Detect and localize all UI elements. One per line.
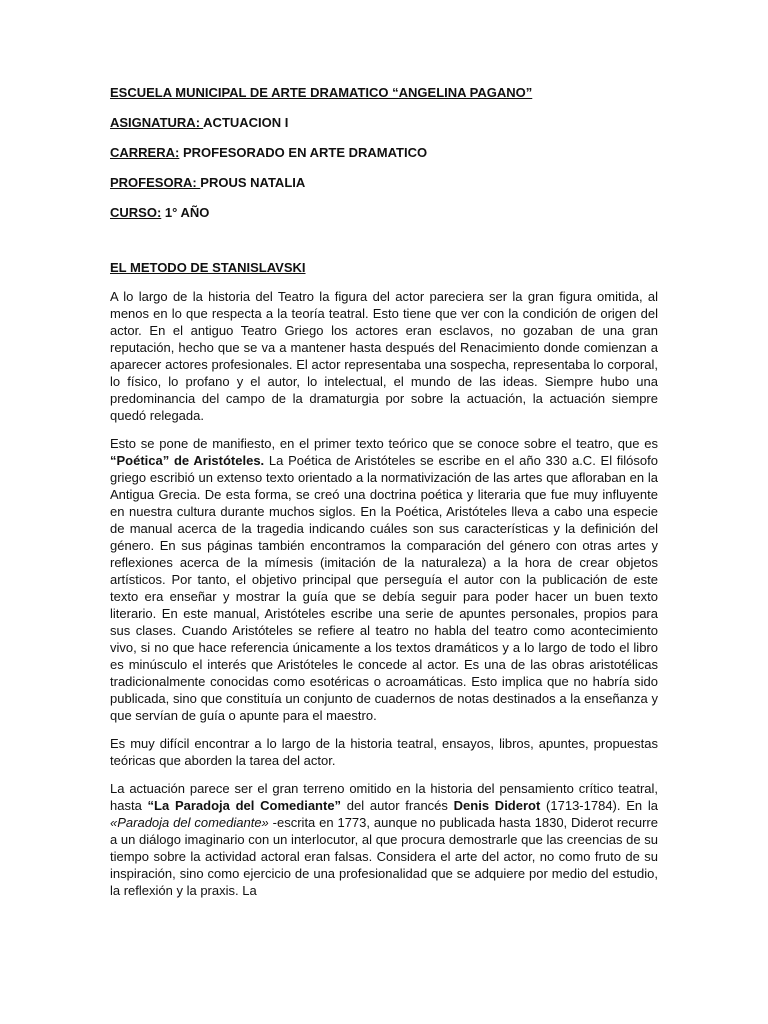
p4-text-c: del autor francés [341,798,454,813]
paragraph-1: A lo largo de la historia del Teatro la figura del actor pareciera ser la gran figura omitida, al menos en lo que respecta a la teoría teatral. Esto tiene que ver con la condición de origen del actor. En el antiguo Teatro Griego los actores eran esclavos, no gozaban de una gran reputación, hecho que se va a mantener hasta después del Renacimiento donde comienzan a aparecer actores profesionales. El actor representaba una sospecha, representaba lo corporal, lo físico, lo profano y el autor, lo intelectual, el mundo de las ideas. Siempre hubo una predominancia del campo de la dramaturgia por sobre la actuación, la actuación siempre quedó relegada. [110,289,658,423]
teacher-label: PROFESORA: [110,175,201,190]
p2-text-c: La Poética de Aristóteles se escribe en el año 330 a.C. El filósofo griego escribió un extenso texto orientado a la normativización de las artes que afloraban en la Antigua Grecia. De esta forma, se creó una doctrina poética y literaria que fue muy influyente en nuestra cultura durante muchos siglos. En la Poética, Aristóteles lleva a cabo una especie de manual acerca de la tragedia indicando cuáles son sus características y la definición del género. En sus páginas también encontramos la comparación del género con otras artes y reflexiones acerca de la mímesis (imitación de la naturaleza) a la hora de crear objetos artísticos. Por tanto, el objetivo principal que perseguía el autor con la publicación de este texto era enseñar y mostrar la guía que se debía seguir para poder hacer un buen texto literario. En este manual, Aristóteles escribe una serie de apuntes personales, propios para sus clases. Cuando Aristóteles se refiere al teatro no habla del teatro como acontecimiento vivo, si no que hace referencia únicamente a los textos dramáticos y a lo largo de todo el libro es minúsculo el interés que Aristóteles le concede al actor. Es una de las obras aristotélicas tradicionalmente conocidas como esotéricas o acroamáticas. Esto implica que no habría sido publicada, sino que constituía un conjunto de cuadernos de notas destinados a la enseñanza y que servían de guía o apunte para el maestro. [110,453,658,723]
career-value: PROFESORADO EN ARTE DRAMATICO [179,145,428,160]
paragraph-2 [110,435,658,724]
subject-label: ASIGNATURA: [110,115,204,130]
p4-text-e: (1713-1784). En la [540,798,659,813]
paragraph-4 [110,780,658,899]
course-label: CURSO: [110,205,162,220]
poetica-title: “Poética” de Aristóteles. [110,453,265,468]
p2-text-a: Esto se pone de manifiesto, en el primer texto teórico que se conoce sobre el teatro, que es [110,436,658,451]
p4-text-g: -escrita en 1773, aunque no publicada hasta 1830, Diderot recurre a un diálogo imaginario con un interlocutor, al que procura demostrarle que las creencias de su tiempo sobre la actividad actoral eran falsas. Considera el arte del actor, no como fruto de su inspiración, sino como ejercicio de una profesionalidad que se adquiere por medio del estudio, la reflexión y la praxis. La [110,815,658,898]
section-title: EL METODO DE STANISLAVSKI [110,260,306,275]
author-name: Denis Diderot [453,798,541,813]
school-name: ESCUELA MUNICIPAL DE ARTE DRAMATICO “ANGELINA PAGANO” [110,85,533,100]
paradoja-title: “La Paradoja del Comediante” [147,798,342,813]
paradoja-italic: «Paradoja del comediante» [110,815,269,830]
p4-text-a: La actuación parece ser el gran terreno omitido en la historia del pensamiento crítico teatral, hasta [110,781,658,813]
course-value: 1° AÑO [161,205,210,220]
paragraph-3: Es muy difícil encontrar a lo largo de la historia teatral, ensayos, libros, apuntes, propuestas teóricas que aborden la tarea del actor. [110,736,658,768]
career-label: CARRERA: [110,145,180,160]
subject-line [110,114,658,131]
teacher-line [110,174,658,191]
teacher-value: PROUS NATALIA [200,175,306,190]
career-line [110,144,658,161]
subject-value: ACTUACION I [203,115,289,130]
course-line [110,204,658,221]
